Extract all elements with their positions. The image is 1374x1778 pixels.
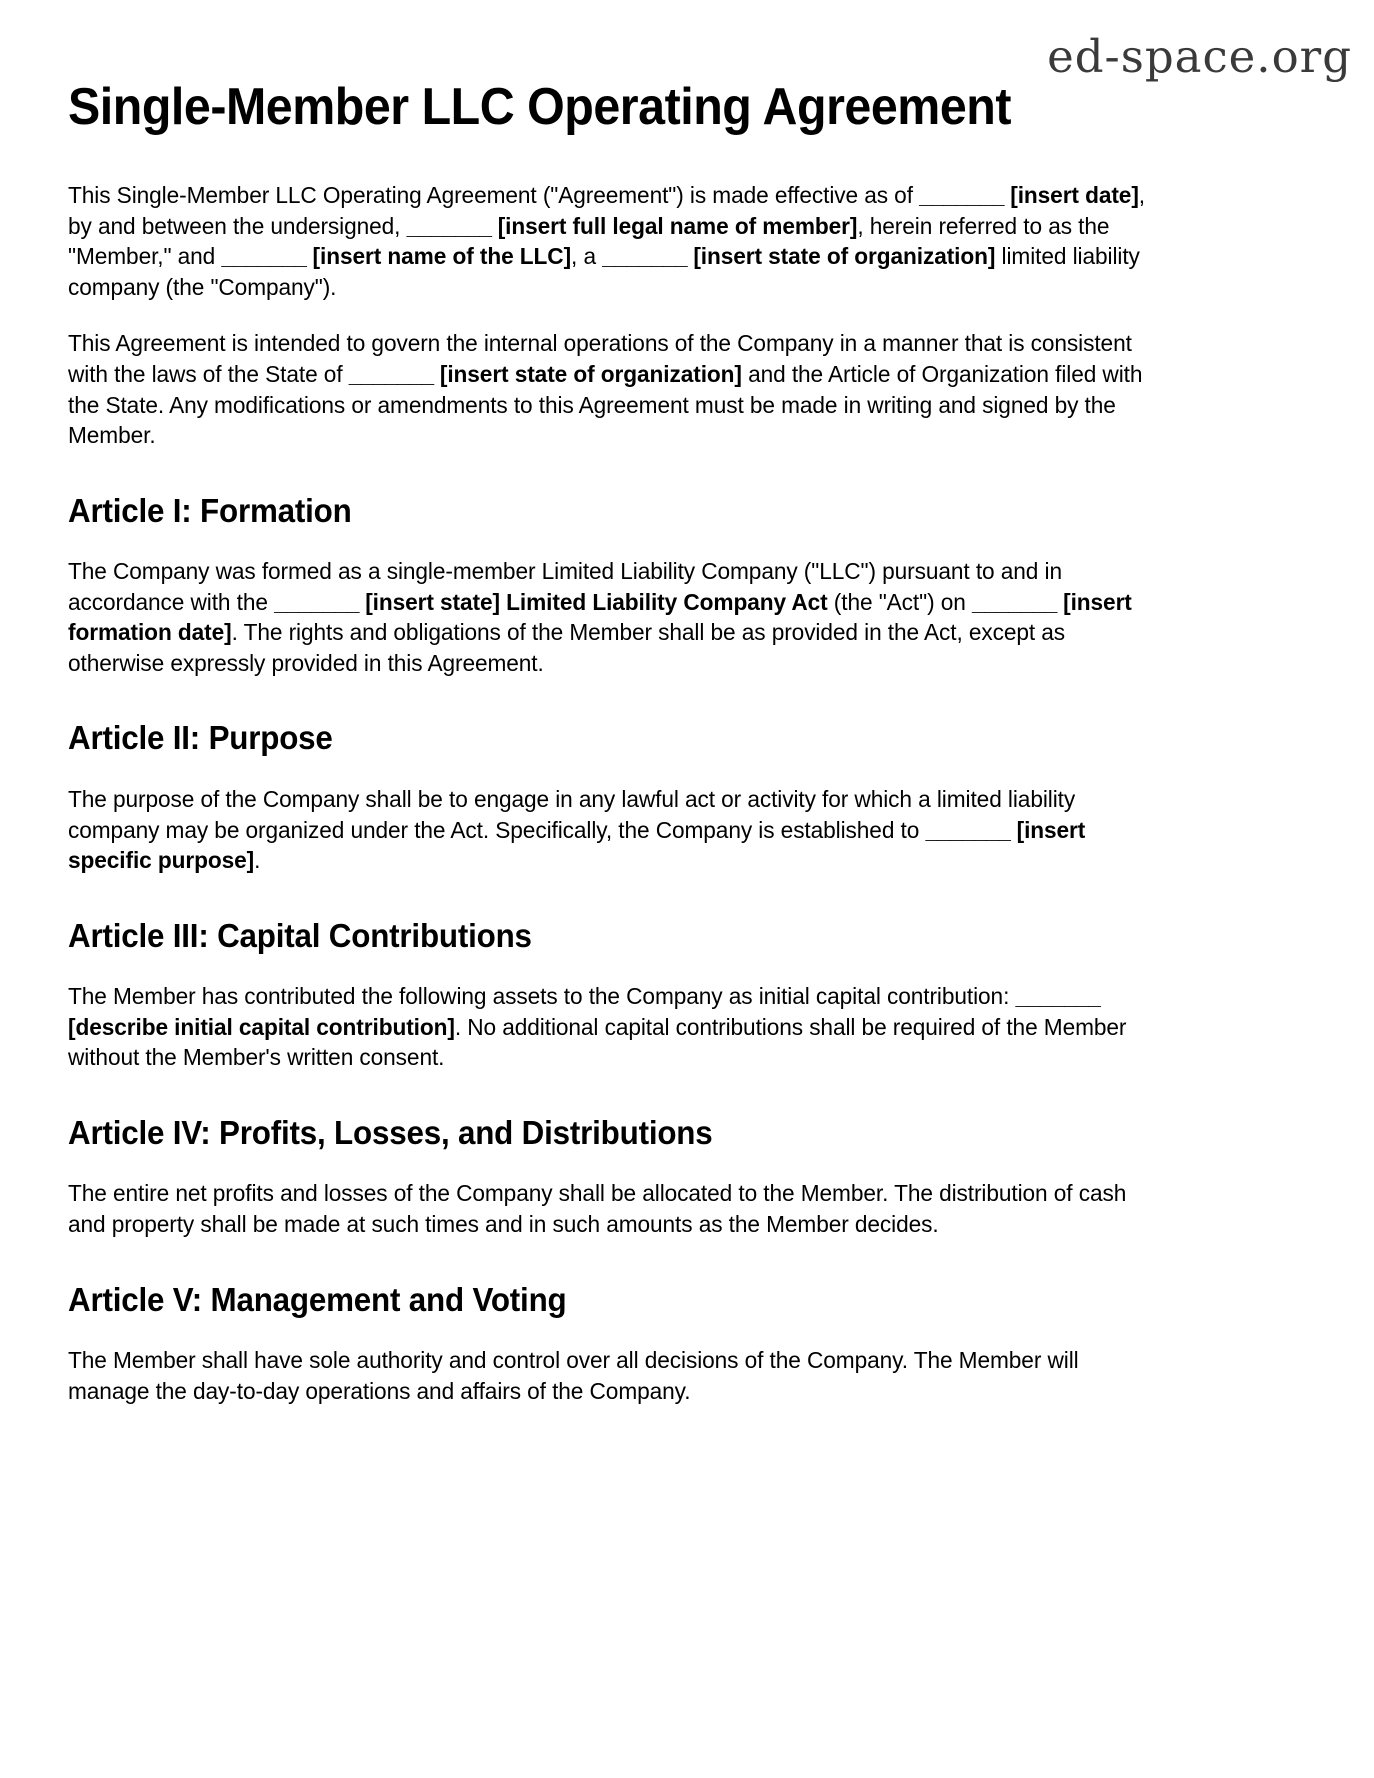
intro-paragraph	[68, 180, 1153, 302]
text-run: and the Article of Organization filed with the State. Any modifications or amendments to this Agreement must be made in writing and signed by the Member.	[68, 360, 1143, 449]
page-title: Single-Member LLC Operating Agreement	[68, 78, 1011, 136]
intro-paragraph	[68, 328, 1153, 450]
article-paragraph	[68, 1178, 1153, 1239]
document-content	[68, 78, 1153, 1406]
placeholder-token: [insert date]	[1010, 182, 1139, 209]
article-paragraph	[68, 784, 1153, 876]
fill-in-blank: _______	[919, 182, 1005, 209]
placeholder-token: [insert state of organization]	[439, 360, 742, 387]
text-run: The entire net profits and losses of the Company shall be allocated to the Member. The distribution of cash and property shall be made at such times and in such amounts as the Member decides.	[68, 1180, 1127, 1237]
fill-in-blank: _______	[348, 360, 434, 387]
article-heading: Article III: Capital Contributions	[68, 916, 532, 954]
site-watermark: ed-space.org	[1047, 30, 1352, 83]
text-run: This Single-Member LLC Operating Agreement ("Agreement") is made effective as of	[68, 182, 920, 209]
placeholder-token: [describe initial capital contribution]	[68, 1013, 455, 1040]
article-heading: Article II: Purpose	[68, 719, 333, 757]
text-run: , a	[571, 243, 603, 270]
article-heading: Article V: Management and Voting	[68, 1280, 567, 1318]
fill-in-blank: _______	[971, 588, 1057, 615]
placeholder-token: [insert formation date]	[68, 588, 1132, 646]
article-paragraph	[68, 1345, 1153, 1406]
text-run: This Agreement is intended to govern the internal operations of the Company in a manner that is consistent with the laws of the State of	[68, 330, 1132, 387]
placeholder-token: [insert state] Limited Liability Company Act	[365, 588, 828, 615]
text-run: The purpose of the Company shall be to engage in any lawful act or activity for which a limited liability company may be organized under the Act. Specifically, the Company is established to	[68, 785, 1076, 843]
fill-in-blank: _______	[925, 816, 1011, 843]
article-heading: Article IV: Profits, Losses, and Distributions	[68, 1113, 713, 1151]
fill-in-blank: _______	[1015, 983, 1101, 1010]
text-run: . No additional capital contributions shall be required of the Member without the Member's written consent.	[68, 1013, 1127, 1071]
intro-section	[68, 180, 1153, 450]
fill-in-blank: _______	[406, 212, 492, 239]
text-run: The Company was formed as a single-member Limited Liability Company ("LLC") pursuant to and in accordance with the	[68, 558, 1062, 615]
text-run: limited liability company (the "Company").	[68, 243, 1140, 300]
article-paragraph	[68, 556, 1153, 678]
placeholder-token: [insert full legal name of member]	[497, 212, 858, 239]
text-run: .	[254, 847, 261, 874]
text-run: The Member has contributed the following assets to the Company as initial capital contribution:	[68, 983, 1016, 1010]
article-heading: Article I: Formation	[68, 491, 352, 529]
fill-in-blank: _______	[602, 243, 688, 270]
fill-in-blank: _______	[221, 243, 307, 270]
placeholder-token: [insert state of organization]	[693, 243, 996, 270]
placeholder-token: [insert name of the LLC]	[312, 243, 572, 270]
articles-section	[68, 491, 1153, 1407]
text-run: The Member shall have sole authority and control over all decisions of the Company. The Member will manage the day-to-day operations and affairs of the Company.	[68, 1347, 1079, 1404]
placeholder-token: [insert specific purpose]	[68, 816, 1086, 874]
article-paragraph	[68, 981, 1153, 1073]
text-run: , herein referred to as the "Member," and	[68, 212, 1110, 270]
text-run: , by and between the undersigned,	[68, 182, 1146, 239]
text-run: (the "Act") on	[827, 588, 972, 615]
fill-in-blank: _______	[274, 588, 359, 615]
text-run: . The rights and obligations of the Member shall be as provided in the Act, except as otherwise expressly provided in this Agreement.	[68, 619, 1066, 676]
